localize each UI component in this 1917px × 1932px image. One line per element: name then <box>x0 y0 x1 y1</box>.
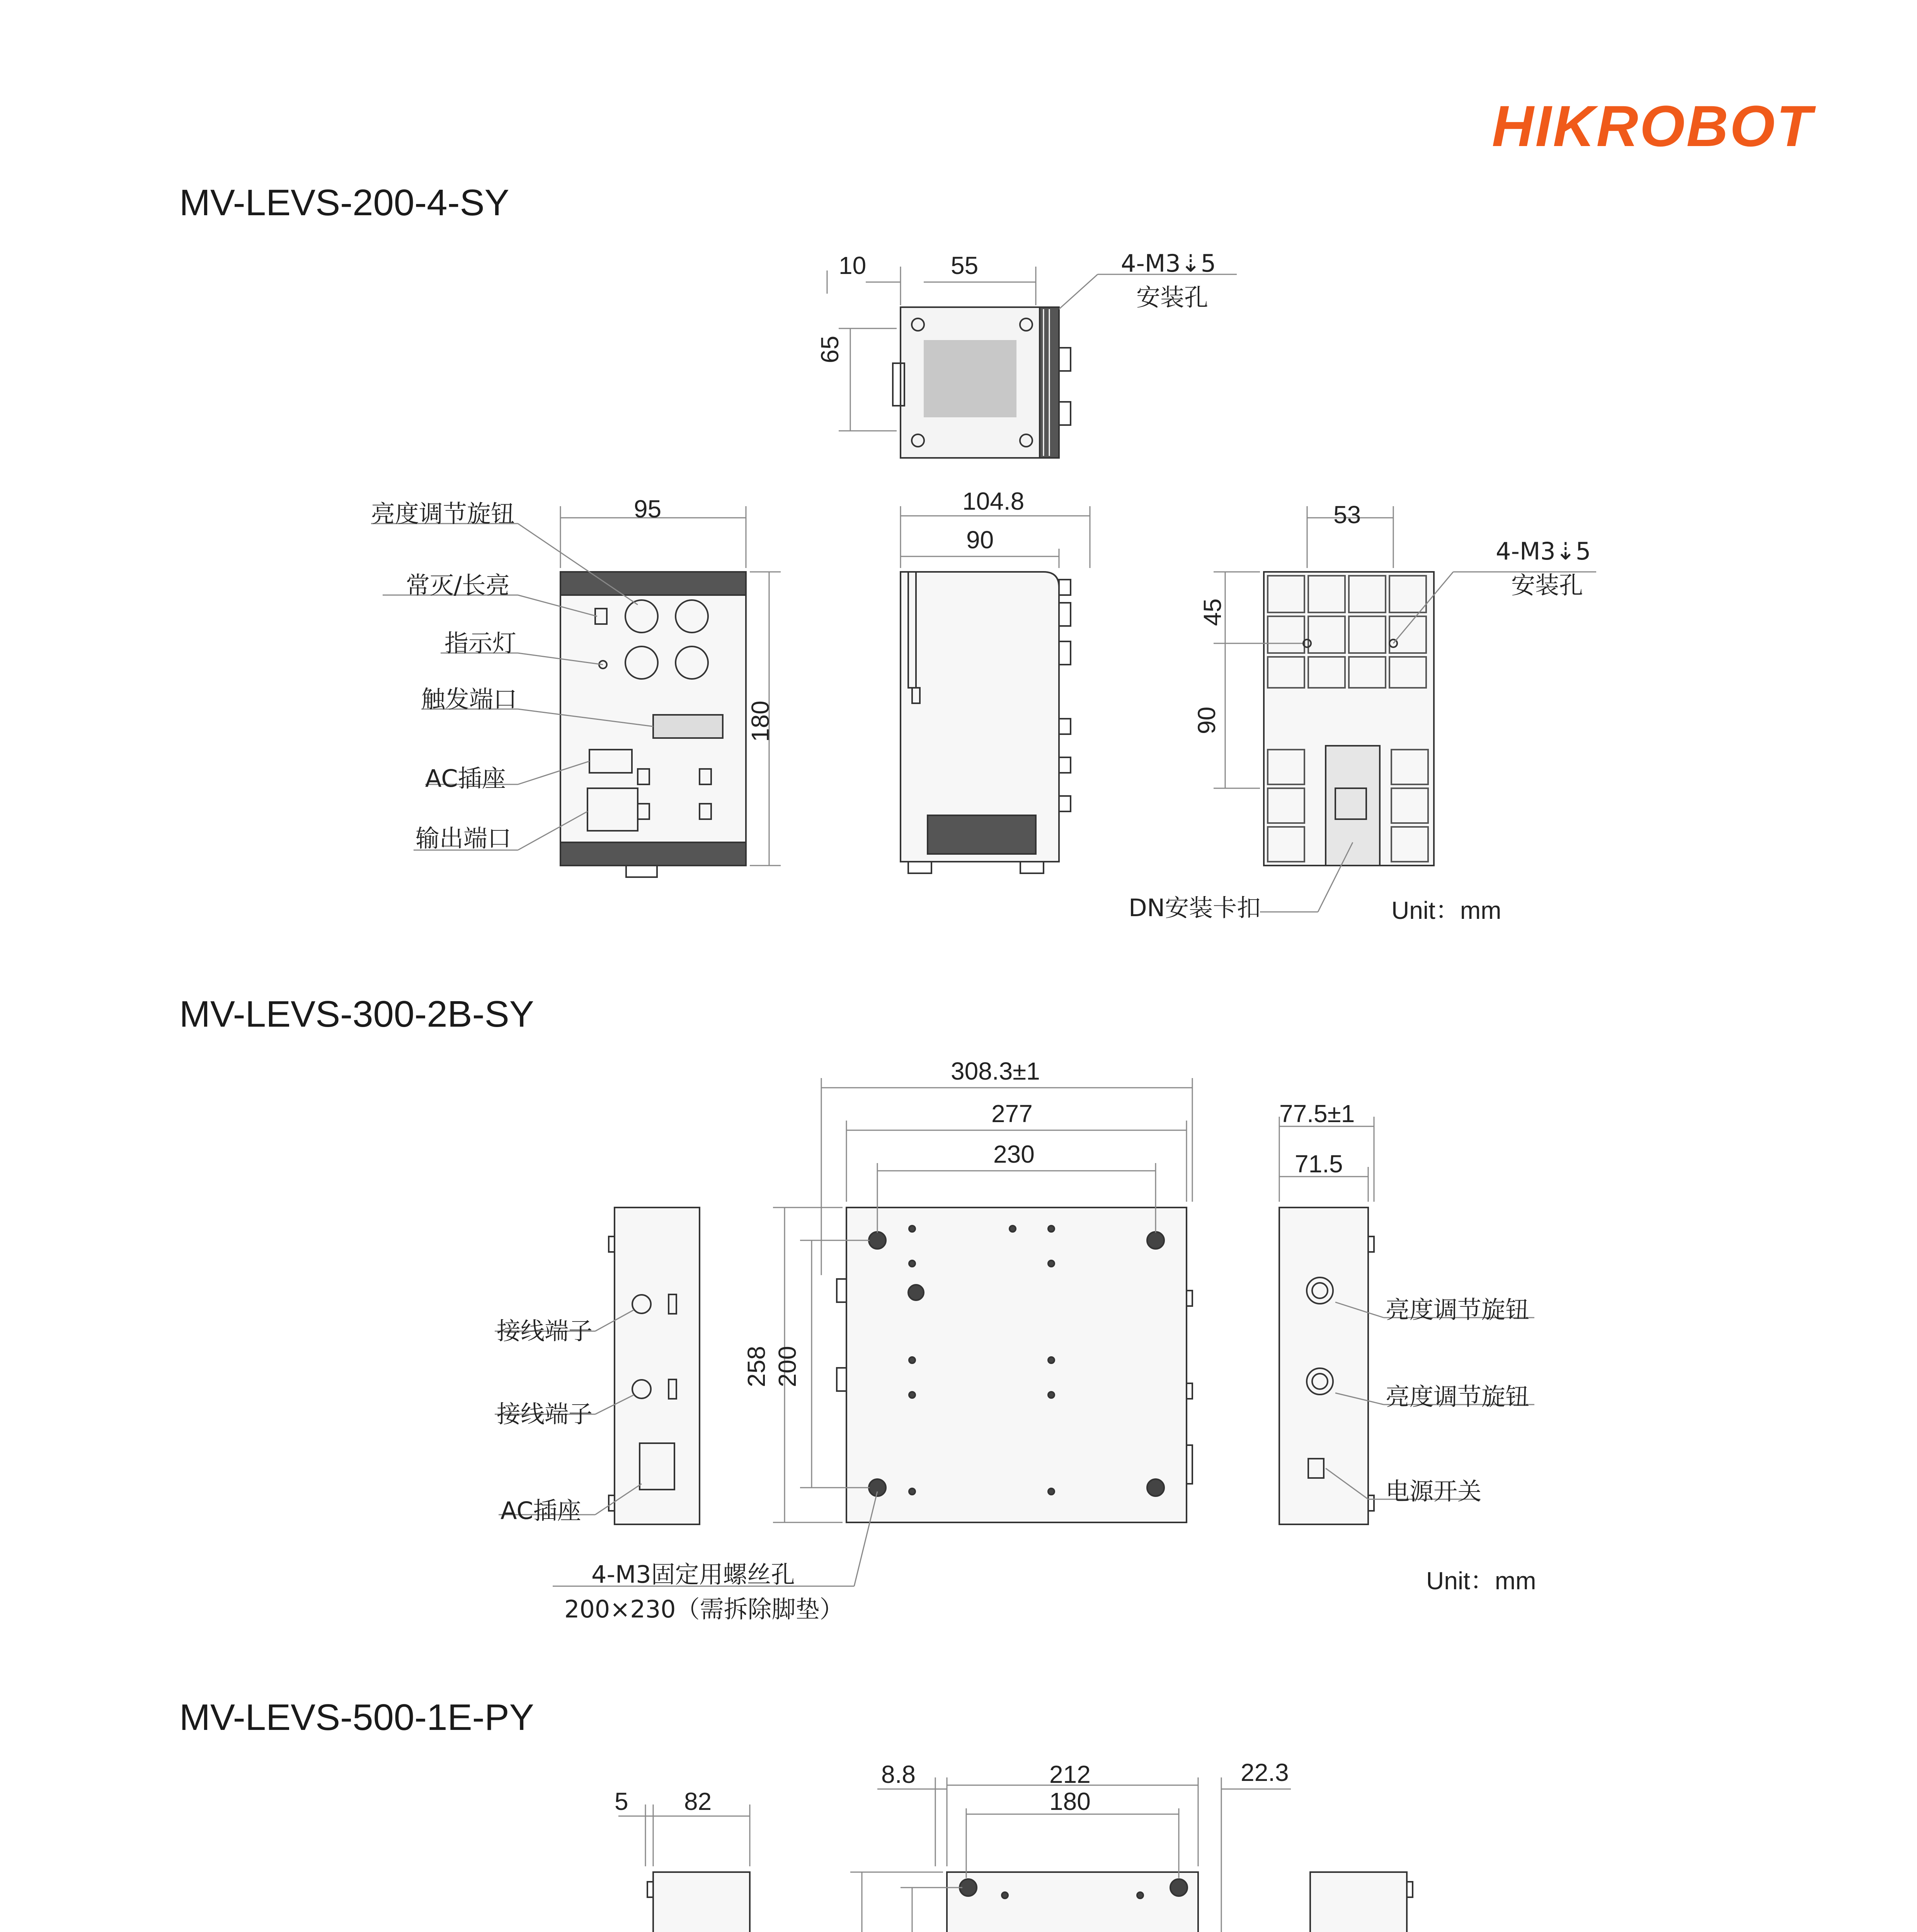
s1-label-brightness-knob: 亮度调节旋钮 <box>371 500 515 528</box>
s2-label-power-switch: 电源开关 <box>1386 1477 1482 1505</box>
s3-dim-22-3: 22.3 <box>1241 1759 1289 1786</box>
s1-label-trigger-port: 触发端口 <box>421 685 518 713</box>
s1-dim-90b: 90 <box>1193 706 1221 734</box>
s2-label-knob-2: 亮度调节旋钮 <box>1386 1383 1530 1411</box>
s1-dim-90: 90 <box>966 526 994 554</box>
s2-label-ac-socket: AC插座 <box>501 1497 581 1525</box>
s2-label-knob-1: 亮度调节旋钮 <box>1386 1296 1530 1324</box>
s2-left-view <box>495 1208 700 1524</box>
s1-dim-95: 95 <box>634 495 662 523</box>
s3-dim-212: 212 <box>1049 1760 1091 1788</box>
s1-dim-104-8: 104.8 <box>962 487 1025 515</box>
s3-dim-8-8: 8.8 <box>881 1760 916 1788</box>
s1-dim-53: 53 <box>1333 501 1361 529</box>
s1-label-output-port: 输出端口 <box>415 824 512 852</box>
s2-dim-277: 277 <box>991 1100 1033 1128</box>
s2-unit: Unit：mm <box>1426 1567 1536 1595</box>
s1-dim-180: 180 <box>746 701 774 742</box>
s3-dim-180: 180 <box>1049 1787 1091 1815</box>
s1-dim-55: 55 <box>951 252 979 279</box>
s3-left-view <box>491 1804 750 1932</box>
s1-dim-65: 65 <box>816 335 844 363</box>
s1-side-view <box>901 506 1090 873</box>
s3-dim-5: 5 <box>615 1787 628 1815</box>
s1-hole-note2: 安装孔 <box>1136 283 1209 311</box>
s1-dim-10: 10 <box>839 252 867 279</box>
s2-dim-71-5: 71.5 <box>1295 1150 1343 1178</box>
s2-mount-note-2: 200×230（需拆除脚垫） <box>564 1595 844 1623</box>
s2-dim-77-5: 77.5±1 <box>1279 1100 1355 1128</box>
s1-back-hole-note: 4-M3⇣5 <box>1496 537 1591 565</box>
s2-label-terminal-2: 接线端子 <box>497 1400 593 1428</box>
s2-mount-note-1: 4-M3固定用螺丝孔 <box>591 1560 795 1588</box>
s2-dim-308: 308.3±1 <box>951 1057 1040 1085</box>
s2-dim-230: 230 <box>993 1140 1035 1168</box>
s1-dim-45: 45 <box>1199 598 1226 626</box>
model-title-3: MV-LEVS-500-1E-PY <box>179 1697 534 1738</box>
s3-dim-82: 82 <box>684 1787 712 1815</box>
s1-label-ac-socket: AC插座 <box>425 764 506 793</box>
s3-right-view <box>1310 1872 1534 1932</box>
model-title-1: MV-LEVS-200-4-SY <box>179 182 509 223</box>
hikrobot-logo: HIKROBOT <box>1492 94 1813 158</box>
s1-label-mode: 常灭/长亮 <box>406 571 510 599</box>
s2-label-terminal-1: 接线端子 <box>497 1317 593 1345</box>
s1-din-clip-label: DN安装卡扣 <box>1129 894 1261 922</box>
model-title-2: MV-LEVS-300-2B-SY <box>179 993 534 1035</box>
s2-dim-200: 200 <box>773 1346 801 1387</box>
s2-dim-258: 258 <box>742 1346 770 1387</box>
s1-unit: Unit：mm <box>1391 896 1502 924</box>
s1-back-hole-note2: 安装孔 <box>1511 571 1583 599</box>
s1-label-indicator: 指示灯 <box>444 629 517 657</box>
s1-hole-note: 4-M3⇣5 <box>1121 249 1216 277</box>
